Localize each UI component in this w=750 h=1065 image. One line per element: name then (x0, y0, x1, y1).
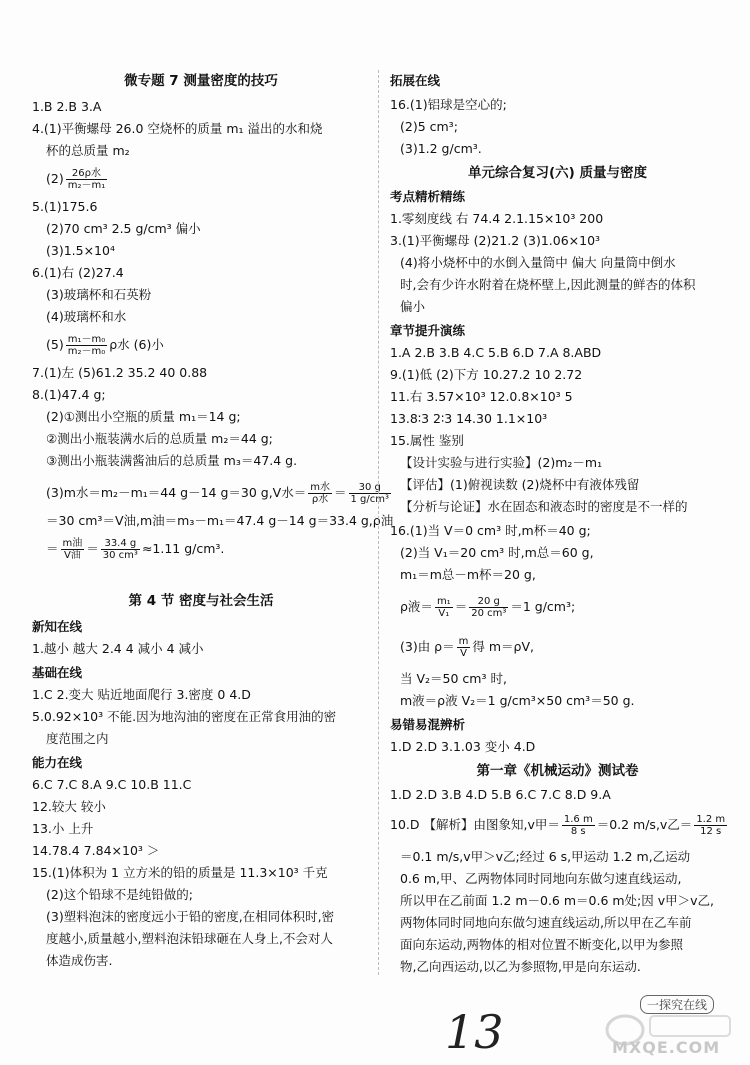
answer-line: 度范围之内 (46, 731, 109, 746)
subsection-heading: 基础在线 (32, 665, 83, 680)
answer-line: 【分析与论证】水在固态和液态时的密度是不一样的 (400, 499, 688, 514)
answer-line: 16.(1)铝球是空心的; (390, 97, 507, 112)
answer-line: 0.6 m,甲、乙两物体同时同地向东做匀速直线运动, (400, 871, 682, 886)
subsection-heading: 拓展在线 (390, 73, 441, 88)
answer-line: ＝30 cm³＝V油,m油＝m₃－m₁＝47.4 g－14 g＝33.4 g,ρ油 (46, 513, 394, 528)
answer-line-fraction: (5) $\frac{\text{m₁－m₀}}{\text{m₂－m₀}}$ ρ水 (6)小 (46, 334, 164, 357)
answer-line: 14.78.4 7.84×10³ ＞ (32, 843, 160, 858)
answer-line-fraction: (3)由 ρ＝ $\frac{m}{V}$ 得 m＝ρV, (400, 636, 534, 659)
subsection-heading: 易错易混辨析 (390, 717, 466, 732)
answer-line: ＝0.1 m/s,v甲＞v乙;经过 6 s,甲运动 1.2 m,乙运动 (400, 849, 691, 864)
answer-line: 1.D 2.D 3.1.03 变小 4.D (390, 739, 536, 754)
answer-line: (2)这个铅球不是纯铅做的; (46, 887, 193, 902)
answer-line-fraction: ＝ $\frac{\text{m油}}{\text{V油}}$ ＝ $\frac{33.4 g}{\text{30 cm³}}$ ≈1.11 g/cm³. (46, 538, 225, 561)
answer-line: 【设计实验与进行实验】(2)m₂－m₁ (400, 455, 603, 470)
answer-line: m液＝ρ液 V₂＝1 g/cm³×50 cm³＝50 g. (400, 693, 635, 708)
answer-line: 13.小 上升 (32, 821, 94, 836)
answer-line: 5.0.92×10³ 不能.因为地沟油的密度在正常食用油的密 (32, 709, 337, 724)
answer-line: 时,会有少许水附着在烧杯壁上,因此测量的鲜杏的体积 (400, 277, 696, 292)
answer-line: 度越小,质量越小,塑料泡沫铅球砸在人身上,不会对人 (46, 931, 333, 946)
answer-line: 5.(1)175.6 (32, 199, 98, 214)
answer-line: 1.C 2.变大 贴近地面爬行 3.密度 0 4.D (32, 687, 251, 702)
answer-line: 11.右 3.57×10³ 12.0.8×10³ 5 (390, 389, 573, 404)
answer-line-fraction: 10.D 【解析】由图象知,v甲＝ $\frac{1.6 m}{8 s}$ ＝0.2 m/s,v乙＝ $\frac{1.2 m}{12 s}$ (390, 814, 726, 837)
answer-line: 物,乙向西运动,以乙为参照物,甲是向东运动. (400, 959, 641, 974)
answer-line-fraction: ρ液＝ $\frac{\text{m₁}}{\text{V₁}}$ ＝ $\frac{20 g}{\text{20 cm³}}$ ＝1 g/cm³; (400, 596, 576, 619)
answer-line: ②测出小瓶装满水后的总质量 m₂＝44 g; (46, 431, 273, 446)
watermark-text: MXQE.COM (612, 1038, 721, 1057)
answer-line: 6.C 7.C 8.A 9.C 10.B 11.C (32, 777, 192, 792)
answer-line: 12.较大 较小 (32, 799, 106, 814)
subsection-heading: 新知在线 (32, 619, 83, 634)
answer-line: m₁＝m总－m杯＝20 g, (400, 567, 536, 582)
answer-line: (3)塑料泡沫的密度远小于铅的密度,在相同体积时,密 (46, 909, 335, 924)
section-title-mechanical-motion-test: 第一章《机械运动》测试卷 (476, 763, 639, 779)
answer-line: 13.8∶3 2∶3 14.30 1.1×10³ (390, 411, 548, 426)
answer-line: 7.(1)左 (5)61.2 35.2 40 0.88 (32, 365, 208, 380)
answer-line: 偏小 (400, 299, 426, 314)
answer-line: (4)玻璃杯和水 (46, 309, 127, 324)
answer-line: (3)玻璃杯和石英粉 (46, 287, 152, 302)
answer-line: 1.A 2.B 3.B 4.C 5.B 6.D 7.A 8.ABD (390, 345, 602, 360)
answer-line: (2)①测出小空瓶的质量 m₁＝14 g; (46, 409, 241, 424)
answer-line: 面向东运动,两物体的相对位置不断变化,以甲为参照 (400, 937, 683, 952)
answer-line: 1.零刻度线 右 74.4 2.1.15×10³ 200 (390, 211, 604, 226)
answer-line: 所以甲在乙前面 1.2 m－0.6 m＝0.6 m处;因 v甲＞v乙, (400, 893, 715, 908)
answer-line: 8.(1)47.4 g; (32, 387, 106, 402)
answer-line: (2)5 cm³; (400, 119, 458, 134)
answer-line: (3)1.2 g/cm³. (400, 141, 482, 156)
answer-line: 1.越小 越大 2.4 4 减小 4 减小 (32, 641, 204, 656)
answer-line: 4.(1)平衡螺母 26.0 空烧杯的质量 m₁ 溢出的水和烧 (32, 121, 323, 136)
answer-line: (3)1.5×10⁴ (46, 243, 115, 258)
section-title-unit-review: 单元综合复习(六) 质量与密度 (467, 165, 648, 181)
answer-line: 6.(1)右 (2)27.4 (32, 265, 124, 280)
answer-line: (4)将小烧杯中的水倒入量筒中 偏大 向量筒中倒水 (400, 255, 676, 270)
answer-line: 15.(1)体积为 1 立方米的铅的质量是 11.3×10³ 千克 (32, 865, 328, 880)
answer-line: 体造成伤害. (46, 953, 113, 968)
answer-line: (2)70 cm³ 2.5 g/cm³ 偏小 (46, 221, 201, 236)
section-title-density-techniques: 微专题 7 测量密度的技巧 (124, 73, 278, 89)
answer-line-fraction: (3)m水＝m₂－m₁＝44 g－14 g＝30 g,V水＝ $\frac{\text{m水}}{\text{ρ水}}$ ＝ $\frac{30 g}{\text{1 g/cm³}}$ (46, 482, 390, 505)
answer-line: 9.(1)低 (2)下方 10.27.2 10 2.72 (390, 367, 583, 382)
answer-line: 16.(1)当 V＝0 cm³ 时,m杯＝40 g; (390, 523, 591, 538)
answer-line: 当 V₂＝50 cm³ 时, (400, 671, 507, 686)
column-divider (378, 70, 379, 975)
answer-line: 3.(1)平衡螺母 (2)21.2 (3)1.06×10³ (390, 233, 601, 248)
answer-line: 杯的总质量 m₂ (46, 143, 130, 158)
answer-line-fraction: (2) $\frac{\text{26ρ水}}{\text{m₂－m₁}}$ (46, 168, 106, 191)
answer-line: 1.B 2.B 3.A (32, 99, 102, 114)
answer-line: ③测出小瓶装满酱油后的总质量 m₃＝47.4 g. (46, 453, 298, 468)
answer-line: 15.属性 鉴别 (390, 433, 464, 448)
corner-badge: 一探究在线 (640, 995, 714, 1014)
answer-line: (2)当 V₁＝20 cm³ 时,m总＝60 g, (400, 545, 594, 560)
handwritten-page-number: 13 (445, 1005, 504, 1059)
answer-line: 1.D 2.D 3.B 4.D 5.B 6.C 7.C 8.D 9.A (390, 787, 611, 802)
subsection-heading: 能力在线 (32, 755, 83, 770)
answer-line: 两物体同时同地向东做匀速直线运动,所以甲在乙车前 (400, 915, 692, 930)
section-title-density-society: 第 4 节 密度与社会生活 (128, 593, 274, 609)
subsection-heading: 章节提升演练 (390, 323, 466, 338)
subsection-heading: 考点精析精练 (390, 189, 466, 204)
answer-line: 【评估】(1)俯视读数 (2)烧杯中有液体残留 (400, 477, 640, 492)
